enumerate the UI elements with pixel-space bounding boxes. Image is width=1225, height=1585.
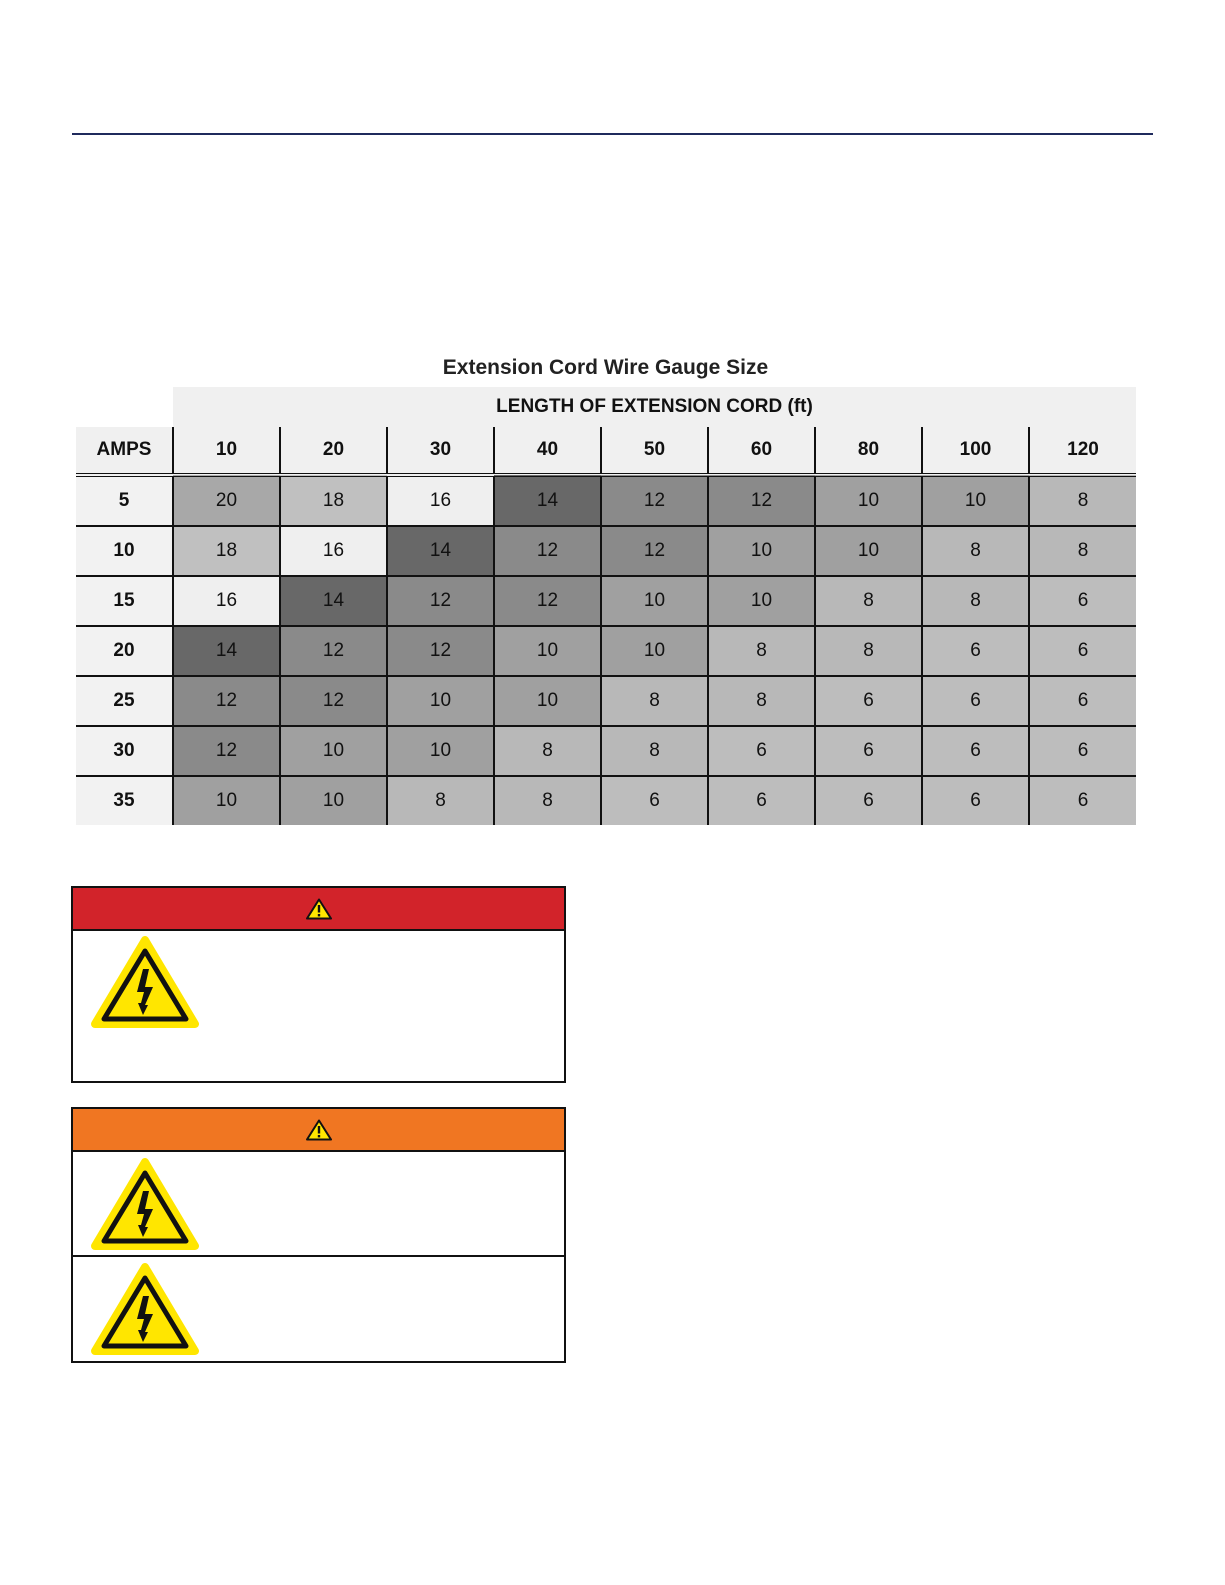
length-header-40: 40 xyxy=(494,427,601,475)
gauge-cell: 6 xyxy=(1029,626,1136,676)
gauge-cell: 10 xyxy=(601,576,708,626)
electric-shock-icon xyxy=(91,1262,199,1356)
gauge-cell: 8 xyxy=(494,726,601,776)
length-header-50: 50 xyxy=(601,427,708,475)
gauge-cell: 8 xyxy=(815,626,922,676)
gauge-cell: 10 xyxy=(173,776,280,825)
gauge-cell: 6 xyxy=(1029,726,1136,776)
amps-cell: 35 xyxy=(76,776,173,825)
amps-cell: 25 xyxy=(76,676,173,726)
gauge-cell: 6 xyxy=(1029,776,1136,825)
gauge-cell: 12 xyxy=(280,676,387,726)
gauge-cell: 8 xyxy=(708,626,815,676)
gauge-cell: 10 xyxy=(815,475,922,526)
gauge-cell: 14 xyxy=(387,526,494,576)
gauge-cell: 12 xyxy=(280,626,387,676)
column-header-row xyxy=(76,427,1136,475)
length-header-120: 120 xyxy=(1029,427,1136,475)
electric-shock-icon xyxy=(91,1157,199,1251)
gauge-cell: 10 xyxy=(601,626,708,676)
gauge-cell: 8 xyxy=(1029,526,1136,576)
table-row xyxy=(76,776,1136,825)
length-header-20: 20 xyxy=(280,427,387,475)
gauge-cell: 12 xyxy=(601,475,708,526)
gauge-cell: 8 xyxy=(1029,475,1136,526)
gauge-cell: 16 xyxy=(173,576,280,626)
gauge-cell: 6 xyxy=(922,676,1029,726)
gauge-cell: 18 xyxy=(173,526,280,576)
gauge-cell: 10 xyxy=(708,576,815,626)
gauge-cell: 6 xyxy=(815,676,922,726)
danger-header xyxy=(73,888,564,931)
gauge-cell: 6 xyxy=(708,776,815,825)
gauge-cell: 6 xyxy=(815,726,922,776)
warning-triangle-icon xyxy=(306,898,332,920)
gauge-cell: 12 xyxy=(387,576,494,626)
warning-section-1 xyxy=(73,1152,564,1255)
amps-cell: 5 xyxy=(76,475,173,526)
gauge-cell: 6 xyxy=(1029,576,1136,626)
header-spacer xyxy=(76,387,173,427)
gauge-cell: 6 xyxy=(922,626,1029,676)
gauge-cell: 8 xyxy=(601,726,708,776)
table-row xyxy=(76,676,1136,726)
gauge-cell: 6 xyxy=(922,726,1029,776)
gauge-cell: 10 xyxy=(280,726,387,776)
gauge-cell: 12 xyxy=(708,475,815,526)
length-header-10: 10 xyxy=(173,427,280,475)
gauge-cell: 12 xyxy=(494,576,601,626)
gauge-cell: 16 xyxy=(280,526,387,576)
table-body xyxy=(76,475,1136,825)
gauge-cell: 12 xyxy=(601,526,708,576)
amps-cell: 10 xyxy=(76,526,173,576)
length-header-80: 80 xyxy=(815,427,922,475)
gauge-cell: 8 xyxy=(922,526,1029,576)
table-row xyxy=(76,475,1136,526)
gauge-cell: 8 xyxy=(922,576,1029,626)
amps-cell: 20 xyxy=(76,626,173,676)
electric-shock-icon xyxy=(91,935,199,1029)
table-title: Extension Cord Wire Gauge Size xyxy=(442,356,769,379)
header-rule xyxy=(72,133,1153,135)
amps-header: AMPS xyxy=(76,427,173,475)
gauge-cell: 16 xyxy=(387,475,494,526)
gauge-cell: 10 xyxy=(387,676,494,726)
gauge-cell: 10 xyxy=(815,526,922,576)
amps-cell: 15 xyxy=(76,576,173,626)
length-group-header: LENGTH OF EXTENSION CORD (ft) xyxy=(173,387,1136,427)
gauge-cell: 10 xyxy=(708,526,815,576)
gauge-cell: 6 xyxy=(708,726,815,776)
gauge-cell: 12 xyxy=(173,726,280,776)
amps-cell: 30 xyxy=(76,726,173,776)
length-header-30: 30 xyxy=(387,427,494,475)
warning-box xyxy=(71,1107,566,1363)
gauge-cell: 10 xyxy=(494,676,601,726)
gauge-cell: 8 xyxy=(815,576,922,626)
warning-header xyxy=(73,1109,564,1152)
gauge-cell: 18 xyxy=(280,475,387,526)
table-row xyxy=(76,526,1136,576)
danger-section xyxy=(73,931,564,1081)
gauge-cell: 8 xyxy=(708,676,815,726)
gauge-cell: 14 xyxy=(173,626,280,676)
danger-box xyxy=(71,886,566,1083)
gauge-cell: 6 xyxy=(1029,676,1136,726)
gauge-cell: 6 xyxy=(815,776,922,825)
gauge-cell: 20 xyxy=(173,475,280,526)
gauge-cell: 6 xyxy=(601,776,708,825)
gauge-cell: 8 xyxy=(387,776,494,825)
table-row xyxy=(76,626,1136,676)
length-header-60: 60 xyxy=(708,427,815,475)
gauge-cell: 12 xyxy=(173,676,280,726)
gauge-cell: 12 xyxy=(494,526,601,576)
gauge-cell: 12 xyxy=(387,626,494,676)
table-row xyxy=(76,576,1136,626)
wire-gauge-table xyxy=(76,387,1136,825)
gauge-cell: 14 xyxy=(280,576,387,626)
warning-section-2 xyxy=(73,1255,564,1361)
gauge-cell: 8 xyxy=(601,676,708,726)
table-row xyxy=(76,726,1136,776)
gauge-cell: 8 xyxy=(494,776,601,825)
gauge-cell: 14 xyxy=(494,475,601,526)
gauge-cell: 10 xyxy=(280,776,387,825)
length-header-100: 100 xyxy=(922,427,1029,475)
gauge-cell: 10 xyxy=(494,626,601,676)
warning-triangle-icon xyxy=(306,1119,332,1141)
gauge-cell: 6 xyxy=(922,776,1029,825)
gauge-cell: 10 xyxy=(922,475,1029,526)
gauge-cell: 10 xyxy=(387,726,494,776)
